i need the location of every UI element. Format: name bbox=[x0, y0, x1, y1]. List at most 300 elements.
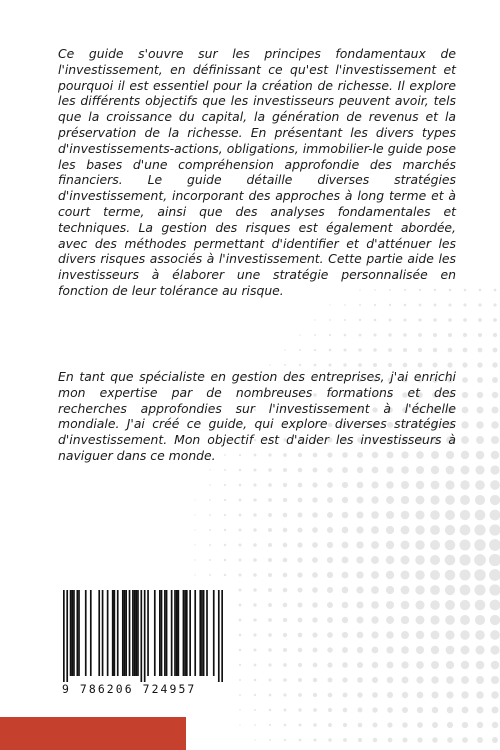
halftone-dot bbox=[462, 407, 469, 414]
halftone-dot bbox=[432, 737, 438, 743]
halftone-dot bbox=[298, 708, 301, 711]
halftone-dot bbox=[445, 615, 455, 625]
halftone-dot bbox=[489, 539, 500, 551]
halftone-dot bbox=[492, 377, 498, 383]
halftone-dot bbox=[357, 497, 364, 504]
halftone-dot bbox=[283, 618, 287, 622]
halftone-dot bbox=[268, 618, 272, 622]
halftone-dot bbox=[460, 600, 470, 610]
halftone-dot bbox=[374, 304, 376, 306]
halftone-dot bbox=[433, 318, 436, 321]
barcode-bar bbox=[76, 590, 78, 676]
halftone-dot bbox=[342, 527, 349, 534]
halftone-dot bbox=[224, 469, 226, 471]
halftone-dot bbox=[298, 468, 303, 473]
halftone-dot bbox=[461, 436, 469, 444]
halftone-dot bbox=[269, 694, 272, 697]
halftone-dot bbox=[432, 692, 439, 699]
halftone-dot bbox=[386, 496, 394, 504]
barcode-bar bbox=[73, 590, 75, 676]
halftone-dot bbox=[356, 556, 363, 563]
halftone-dot bbox=[474, 524, 485, 535]
halftone-dot bbox=[475, 495, 485, 505]
halftone-dot bbox=[283, 678, 287, 682]
halftone-dot bbox=[373, 348, 377, 352]
halftone-dot bbox=[478, 333, 482, 337]
halftone-dot bbox=[298, 693, 302, 697]
barcode-bar bbox=[135, 590, 137, 676]
halftone-dot bbox=[284, 349, 286, 351]
halftone-dot bbox=[283, 663, 287, 667]
halftone-dot bbox=[312, 542, 318, 548]
halftone-dot bbox=[477, 362, 482, 367]
halftone-dot bbox=[446, 466, 455, 475]
halftone-dot bbox=[490, 630, 500, 640]
halftone-dot bbox=[461, 646, 470, 655]
halftone-dot bbox=[371, 601, 379, 609]
halftone-dot bbox=[464, 289, 467, 292]
halftone-dot bbox=[492, 722, 498, 728]
halftone-dot bbox=[359, 304, 361, 306]
halftone-dot bbox=[415, 525, 424, 534]
halftone-dot bbox=[463, 348, 468, 353]
halftone-dot bbox=[283, 573, 288, 578]
halftone-dot bbox=[253, 528, 257, 532]
halftone-dot bbox=[269, 709, 272, 712]
halftone-dot bbox=[430, 615, 439, 624]
halftone-dot bbox=[253, 543, 257, 547]
barcode-bar bbox=[174, 590, 176, 676]
barcode-bar bbox=[85, 590, 87, 676]
halftone-dot bbox=[327, 497, 333, 503]
halftone-dot bbox=[431, 481, 440, 490]
barcode-bar bbox=[184, 590, 186, 676]
halftone-dot bbox=[387, 662, 394, 669]
halftone-dot bbox=[431, 661, 439, 669]
halftone-dot bbox=[478, 303, 481, 306]
halftone-dot bbox=[490, 510, 500, 521]
halftone-dot bbox=[401, 571, 410, 580]
halftone-dot bbox=[371, 586, 379, 594]
halftone-dot bbox=[268, 513, 272, 517]
halftone-dot bbox=[224, 499, 226, 501]
halftone-dot bbox=[448, 333, 452, 337]
halftone-dot bbox=[386, 466, 393, 473]
barcode-bar bbox=[122, 590, 124, 676]
halftone-dot bbox=[343, 738, 347, 742]
halftone-dot bbox=[268, 543, 272, 547]
halftone-dot bbox=[475, 630, 485, 640]
halftone-dot bbox=[386, 616, 394, 624]
halftone-dot bbox=[343, 363, 346, 366]
halftone-dot bbox=[328, 738, 331, 741]
isbn-barcode bbox=[58, 586, 226, 698]
halftone-dot bbox=[475, 615, 485, 625]
halftone-dot bbox=[415, 540, 424, 549]
halftone-dot bbox=[254, 739, 255, 740]
halftone-dot bbox=[239, 589, 242, 592]
halftone-dot bbox=[224, 559, 227, 562]
halftone-dot bbox=[253, 603, 256, 606]
halftone-dot bbox=[415, 600, 424, 609]
halftone-dot bbox=[224, 544, 226, 546]
halftone-dot bbox=[478, 318, 482, 322]
halftone-dot bbox=[433, 348, 437, 352]
halftone-dot bbox=[401, 646, 409, 654]
halftone-dot bbox=[401, 466, 409, 474]
halftone-dot bbox=[253, 483, 256, 486]
halftone-dot bbox=[283, 558, 288, 563]
halftone-dot bbox=[460, 510, 470, 520]
halftone-dot bbox=[356, 541, 363, 548]
halftone-dot bbox=[239, 619, 242, 622]
halftone-dot bbox=[209, 559, 211, 561]
halftone-dot bbox=[462, 722, 468, 728]
halftone-dot bbox=[388, 363, 392, 367]
halftone-dot bbox=[493, 348, 498, 353]
halftone-dot bbox=[371, 526, 379, 534]
barcode-bar bbox=[164, 590, 166, 676]
halftone-dot bbox=[463, 318, 467, 322]
halftone-dot bbox=[386, 481, 394, 489]
halftone-dot bbox=[416, 676, 423, 683]
barcode-bar bbox=[189, 590, 191, 676]
halftone-dot bbox=[312, 602, 318, 608]
halftone-dot bbox=[462, 737, 468, 743]
halftone-dot bbox=[194, 514, 195, 515]
halftone-dot bbox=[283, 498, 287, 502]
halftone-dot bbox=[403, 333, 407, 337]
halftone-dot bbox=[417, 707, 423, 713]
halftone-dot bbox=[460, 525, 471, 536]
halftone-dot bbox=[432, 722, 438, 728]
halftone-dot bbox=[283, 528, 288, 533]
halftone-dot bbox=[459, 569, 470, 580]
halftone-dot bbox=[344, 304, 346, 306]
halftone-dot bbox=[430, 570, 440, 580]
halftone-dot bbox=[327, 542, 333, 548]
halftone-dot bbox=[283, 648, 287, 652]
halftone-dot bbox=[313, 468, 318, 473]
barcode-bar bbox=[183, 590, 185, 676]
halftone-dot bbox=[490, 480, 500, 490]
halftone-dot bbox=[416, 496, 425, 505]
halftone-dot bbox=[327, 527, 333, 533]
halftone-dot bbox=[312, 587, 318, 593]
halftone-dot bbox=[298, 678, 302, 682]
isbn-number: 9 786206 724957 bbox=[62, 682, 197, 696]
halftone-dot bbox=[356, 601, 363, 608]
halftone-dot bbox=[269, 364, 271, 366]
halftone-dot bbox=[430, 555, 440, 565]
halftone-dot bbox=[386, 526, 394, 534]
halftone-dot bbox=[239, 649, 242, 652]
halftone-dot bbox=[491, 421, 499, 429]
halftone-dot bbox=[327, 602, 333, 608]
halftone-dot bbox=[283, 603, 288, 608]
halftone-dot bbox=[491, 676, 499, 684]
halftone-dot bbox=[445, 510, 455, 520]
halftone-dot bbox=[387, 707, 393, 713]
halftone-dot bbox=[313, 723, 316, 726]
halftone-dot bbox=[268, 483, 272, 487]
halftone-dot bbox=[463, 333, 467, 337]
barcode-bar bbox=[137, 590, 139, 676]
halftone-dot bbox=[298, 498, 303, 503]
halftone-dot bbox=[415, 585, 424, 594]
halftone-dot bbox=[475, 480, 485, 490]
halftone-dot bbox=[297, 557, 302, 562]
halftone-dot bbox=[489, 554, 500, 566]
halftone-dot bbox=[344, 334, 347, 337]
barcode-bar bbox=[171, 590, 173, 676]
halftone-dot bbox=[463, 303, 466, 306]
barcode-bar bbox=[213, 590, 215, 676]
halftone-dot bbox=[253, 588, 257, 592]
halftone-dot bbox=[239, 709, 241, 711]
halftone-dot bbox=[459, 539, 470, 550]
halftone-dot bbox=[298, 723, 301, 726]
halftone-dot bbox=[430, 495, 439, 504]
halftone-dot bbox=[447, 737, 453, 743]
halftone-dot bbox=[358, 348, 361, 351]
barcode-bar bbox=[134, 590, 136, 676]
barcode-bar bbox=[186, 590, 188, 676]
halftone-dot bbox=[238, 573, 241, 576]
halftone-dot bbox=[461, 661, 469, 669]
halftone-dot bbox=[224, 484, 226, 486]
halftone-dot bbox=[343, 723, 347, 727]
halftone-dot bbox=[268, 678, 271, 681]
halftone-dot bbox=[224, 574, 226, 576]
halftone-dot bbox=[343, 708, 348, 713]
halftone-dot bbox=[254, 679, 257, 682]
halftone-dot bbox=[372, 662, 379, 669]
halftone-dot bbox=[343, 693, 348, 698]
halftone-dot bbox=[492, 737, 498, 743]
halftone-dot bbox=[386, 586, 394, 594]
barcode-bar bbox=[221, 590, 223, 682]
halftone-dot bbox=[415, 510, 424, 519]
halftone-dot bbox=[446, 691, 453, 698]
halftone-dot bbox=[194, 574, 195, 575]
halftone-dot bbox=[401, 526, 410, 535]
halftone-dot bbox=[342, 542, 349, 549]
halftone-dot bbox=[254, 694, 256, 696]
halftone-dot bbox=[239, 529, 242, 532]
halftone-dot bbox=[476, 661, 485, 670]
halftone-dot bbox=[417, 722, 423, 728]
halftone-dot bbox=[492, 707, 499, 714]
halftone-dot bbox=[460, 615, 470, 625]
halftone-dot bbox=[314, 349, 316, 351]
halftone-dot bbox=[268, 633, 272, 637]
halftone-dot bbox=[474, 539, 486, 551]
halftone-dot bbox=[209, 544, 211, 546]
halftone-dot bbox=[415, 555, 425, 565]
halftone-dot bbox=[402, 692, 408, 698]
halftone-dot bbox=[283, 513, 288, 518]
halftone-dot bbox=[389, 304, 391, 306]
halftone-dot bbox=[372, 692, 378, 698]
halftone-dot bbox=[401, 616, 409, 624]
halftone-dot bbox=[239, 499, 242, 502]
halftone-dot bbox=[448, 318, 452, 322]
halftone-dot bbox=[342, 482, 348, 488]
halftone-dot bbox=[374, 319, 377, 322]
halftone-dot bbox=[461, 691, 468, 698]
halftone-dot bbox=[386, 631, 394, 639]
halftone-dot bbox=[269, 724, 271, 726]
halftone-dot bbox=[358, 723, 363, 728]
halftone-dot bbox=[491, 661, 500, 670]
halftone-dot bbox=[489, 569, 500, 581]
book-summary: Ce guide s'ouvre sur les principes fondamentaux de l'investissement, en définissant ce qu'est l'investissement et pourquoi il est essentiel pour la création de richesse. Il explore les différents objectifs que les investisseurs peuvent avoir, tels que la croissance du capital, la génération de revenus et la préservation de la richesse. En présentant les divers types d'investissements-actions, obligations, immobilier-le guide pose les bases d'une compréhension approfondie des marchés financiers. Le guide détaille diverses stratégies d'investissement, incorporant des approches à long terme et à court terme, ainsi que des analyses fondamentales et techniques. La gestion des risques est également abordée, avec des méthodes permettant d'identifier et d'atténuer les divers risques associés à l'investissement. Cette partie aide les investisseurs à élaborer une stratégie personnalisée en fonction de leur tolérance au risque. bbox=[58, 46, 456, 298]
halftone-dot bbox=[476, 436, 484, 444]
halftone-dot bbox=[194, 559, 195, 560]
halftone-dot bbox=[329, 319, 331, 321]
halftone-dot bbox=[475, 600, 486, 611]
halftone-dot bbox=[342, 602, 349, 609]
halftone-dot bbox=[194, 529, 195, 530]
halftone-dot bbox=[329, 304, 330, 305]
halftone-dot bbox=[387, 722, 392, 727]
halftone-dot bbox=[445, 585, 455, 595]
halftone-dot bbox=[313, 693, 317, 697]
halftone-dot bbox=[490, 600, 500, 611]
barcode-bar bbox=[71, 590, 73, 676]
barcode-bar bbox=[159, 590, 161, 676]
halftone-dot bbox=[446, 661, 454, 669]
halftone-dot bbox=[477, 392, 483, 398]
halftone-dot bbox=[461, 466, 470, 475]
author-bio: En tant que spécialiste en gestion des entreprises, j'ai enrichi mon expertise par de nombreuses formations et des recherches approfondies sur l'investissement à l'échelle mondiale. J'ai créé ce guide, qui explore diverses stratégies d'investissement. Mon objectif est d'aider les investisseurs à naviguer dans ce monde. bbox=[58, 369, 456, 463]
halftone-dot bbox=[312, 617, 317, 622]
halftone-dot bbox=[447, 722, 453, 728]
halftone-dot bbox=[477, 737, 483, 743]
halftone-dot bbox=[327, 587, 333, 593]
halftone-dot bbox=[356, 526, 363, 533]
halftone-dot bbox=[372, 677, 378, 683]
halftone-dot bbox=[297, 527, 302, 532]
halftone-dot bbox=[356, 511, 363, 518]
barcode-bar bbox=[107, 590, 109, 676]
halftone-dot bbox=[253, 558, 257, 562]
halftone-dot bbox=[313, 648, 318, 653]
halftone-dot bbox=[476, 421, 483, 428]
halftone-dot bbox=[477, 707, 484, 714]
halftone-dot bbox=[371, 571, 379, 579]
halftone-dot bbox=[460, 495, 470, 505]
halftone-dot bbox=[446, 646, 455, 655]
halftone-dot bbox=[494, 289, 497, 292]
halftone-dot bbox=[477, 407, 484, 414]
halftone-dot bbox=[490, 615, 500, 625]
halftone-dot bbox=[342, 677, 347, 682]
halftone-dot bbox=[358, 363, 362, 367]
halftone-dot bbox=[415, 570, 424, 579]
halftone-dot bbox=[491, 451, 500, 460]
halftone-dot bbox=[416, 481, 424, 489]
halftone-dot bbox=[462, 392, 468, 398]
halftone-dot bbox=[478, 348, 483, 353]
halftone-dot bbox=[312, 497, 317, 502]
halftone-dot bbox=[418, 348, 422, 352]
halftone-dot bbox=[268, 558, 272, 562]
halftone-dot bbox=[403, 348, 407, 352]
barcode-bar bbox=[178, 590, 180, 676]
barcode-bar bbox=[112, 590, 114, 676]
halftone-dot bbox=[209, 574, 211, 576]
halftone-dot bbox=[433, 333, 437, 337]
halftone-dot bbox=[357, 692, 362, 697]
halftone-dot bbox=[490, 645, 499, 654]
halftone-dot bbox=[418, 363, 423, 368]
halftone-dot bbox=[327, 647, 332, 652]
halftone-dot bbox=[403, 318, 406, 321]
halftone-dot bbox=[327, 617, 333, 623]
halftone-dot bbox=[388, 333, 391, 336]
barcode-bar bbox=[154, 590, 156, 676]
halftone-dot bbox=[284, 364, 286, 366]
halftone-dot bbox=[371, 481, 378, 488]
halftone-dot bbox=[359, 334, 362, 337]
halftone-dot bbox=[312, 527, 318, 533]
halftone-dot bbox=[403, 363, 408, 368]
halftone-dot bbox=[404, 304, 407, 307]
halftone-dot bbox=[416, 661, 424, 669]
halftone-dot bbox=[372, 647, 379, 654]
halftone-dot bbox=[299, 349, 301, 351]
halftone-dot bbox=[209, 469, 210, 470]
halftone-dot bbox=[475, 510, 486, 521]
halftone-dot bbox=[373, 333, 376, 336]
halftone-dot bbox=[342, 467, 348, 473]
halftone-dot bbox=[239, 634, 242, 637]
halftone-dot bbox=[475, 645, 484, 654]
halftone-dot bbox=[401, 541, 410, 550]
halftone-dot bbox=[493, 333, 497, 337]
halftone-dot bbox=[327, 482, 333, 488]
barcode-bar bbox=[70, 590, 72, 676]
halftone-dot bbox=[344, 319, 346, 321]
halftone-dot bbox=[386, 571, 394, 579]
barcode-bar bbox=[166, 590, 168, 676]
halftone-dot bbox=[254, 469, 257, 472]
halftone-dot bbox=[416, 466, 424, 474]
halftone-dot bbox=[474, 569, 486, 581]
halftone-dot bbox=[299, 364, 301, 366]
halftone-dot bbox=[445, 480, 454, 489]
halftone-dot bbox=[342, 497, 348, 503]
halftone-dot bbox=[476, 676, 484, 684]
halftone-dot bbox=[238, 543, 241, 546]
halftone-dot bbox=[328, 678, 333, 683]
halftone-dot bbox=[328, 723, 332, 727]
halftone-dot bbox=[239, 484, 242, 487]
halftone-dot bbox=[283, 483, 287, 487]
halftone-dot bbox=[479, 289, 482, 292]
halftone-dot bbox=[493, 303, 496, 306]
halftone-dot bbox=[342, 557, 349, 564]
halftone-dot bbox=[492, 392, 498, 398]
halftone-dot bbox=[371, 631, 378, 638]
halftone-dot bbox=[313, 708, 317, 712]
halftone-dot bbox=[387, 692, 393, 698]
halftone-dot bbox=[461, 421, 468, 428]
halftone-dot bbox=[416, 631, 424, 639]
halftone-dot bbox=[388, 348, 392, 352]
